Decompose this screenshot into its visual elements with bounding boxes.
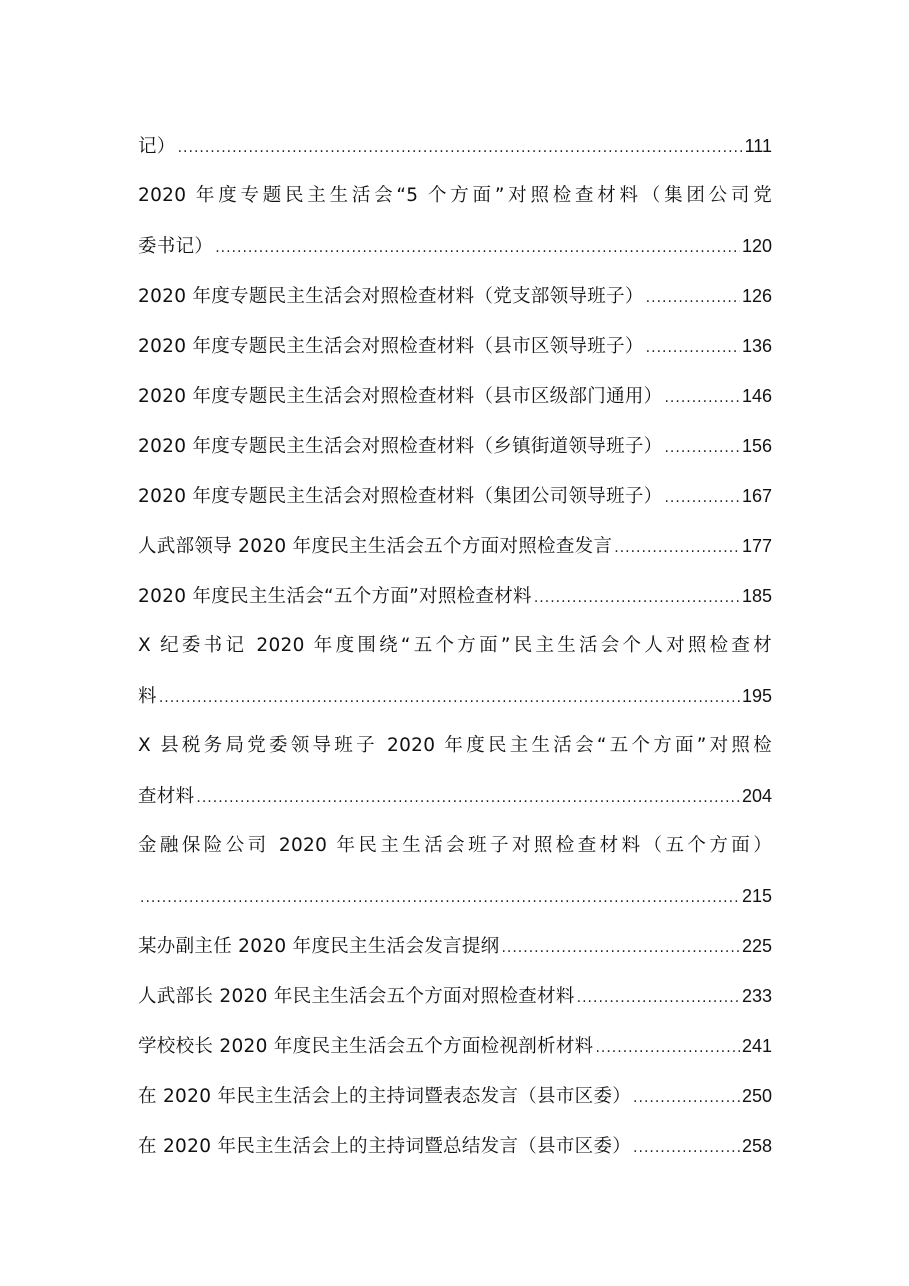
toc-leader-dots [595,1023,740,1071]
toc-leader-dots [159,673,740,721]
toc-leader-dots [215,223,740,271]
toc-entry-page: 185 [741,586,772,606]
toc-entry-title: 记） [138,136,176,157]
toc-entry-page: 241 [741,1036,772,1056]
toc-leader-dots [664,423,739,471]
toc-entry-title: 人武部长 2020 年民主生活会五个方面对照检查材料 [138,986,575,1007]
toc-entry [138,521,772,571]
toc-entry [138,571,772,621]
toc-entry [138,771,772,821]
toc-leader-dots [614,523,740,571]
toc-leader-dots [501,923,740,971]
toc-entry-title: 2020 年度专题民主生活会对照检查材料（县市区级部门通用） [138,386,663,407]
toc-entry-page: 215 [741,886,772,906]
toc-entry [138,171,772,221]
table-of-contents [138,121,772,1171]
toc-entry-title: 2020 年度专题民主生活会对照检查材料（乡镇街道领导班子） [138,436,663,457]
toc-entry [138,1021,772,1071]
toc-leader-dots [196,773,740,821]
toc-entry-page: 258 [741,1136,772,1156]
toc-entry [138,821,772,871]
toc-leader-dots [646,323,740,371]
toc-entry [138,921,772,971]
toc-entry-page: 120 [741,236,772,256]
toc-leader-dots [633,1123,740,1171]
toc-entry-title: 委书记） [138,236,214,257]
toc-entry-title: X 纪委书记 2020 年度围绕“五个方面”民主生活会个人对照检查材 [138,635,772,656]
toc-entry-page: 156 [741,436,772,456]
toc-entry-title: 2020 年度专题民主生活会对照检查材料（集团公司领导班子） [138,486,663,507]
toc-entry-title: 在 2020 年民主生活会上的主持词暨总结发言（县市区委） [138,1136,632,1157]
toc-entry-page: 250 [741,1086,772,1106]
toc-leader-dots [633,1073,740,1121]
toc-entry-title: 金融保险公司 2020 年民主生活会班子对照检查材料（五个方面） [138,835,772,856]
toc-entry-title: 料 [138,686,157,707]
toc-entry [138,471,772,521]
toc-entry-title: 某办副主任 2020 年度民主生活会发言提纲 [138,936,500,957]
toc-entry-title: 在 2020 年民主生活会上的主持词暨表态发言（县市区委） [138,1086,632,1107]
toc-entry-page: 111 [744,136,772,156]
toc-leader-dots [664,473,739,521]
toc-leader-dots [178,123,743,171]
toc-leader-dots [140,873,740,921]
toc-entry-page: 167 [741,486,772,506]
toc-entry [138,421,772,471]
toc-entry [138,121,772,171]
toc-entry-title: 查材料 [138,786,195,807]
toc-entry [138,971,772,1021]
toc-entry-title: 人武部领导 2020 年度民主生活会五个方面对照检查发言 [138,536,613,557]
toc-entry [138,371,772,421]
toc-leader-dots [577,973,740,1021]
toc-entry-page: 233 [741,986,772,1006]
toc-entry-page: 126 [741,286,772,306]
toc-entry-title: 2020 年度专题民主生活会对照检查材料（县市区领导班子） [138,336,644,357]
toc-entry-title: 2020 年度专题民主生活会“5 个方面”对照检查材料（集团公司党 [138,185,772,206]
toc-entry-title: 2020 年度专题民主生活会对照检查材料（党支部领导班子） [138,286,644,307]
toc-entry-page: 136 [741,336,772,356]
toc-entry [138,221,772,271]
toc-entry [138,1071,772,1121]
toc-leader-dots [646,273,740,321]
toc-entry-title: 2020 年度民主生活会“五个方面”对照检查材料 [138,586,532,607]
toc-entry-title: X 县税务局党委领导班子 2020 年度民主生活会“五个方面”对照检 [138,735,772,756]
toc-entry [138,871,772,921]
toc-entry [138,321,772,371]
toc-entry-page: 225 [741,936,772,956]
toc-entry-page: 177 [741,536,772,556]
toc-entry [138,271,772,321]
toc-leader-dots [664,373,739,421]
toc-entry [138,1121,772,1171]
toc-entry-title: 学校校长 2020 年度民主生活会五个方面检视剖析材料 [138,1036,594,1057]
toc-entry [138,721,772,771]
toc-entry [138,671,772,721]
toc-entry-page: 146 [741,386,772,406]
toc-entry-page: 195 [741,686,772,706]
toc-entry-page: 204 [741,786,772,806]
toc-leader-dots [534,573,740,621]
toc-entry [138,621,772,671]
